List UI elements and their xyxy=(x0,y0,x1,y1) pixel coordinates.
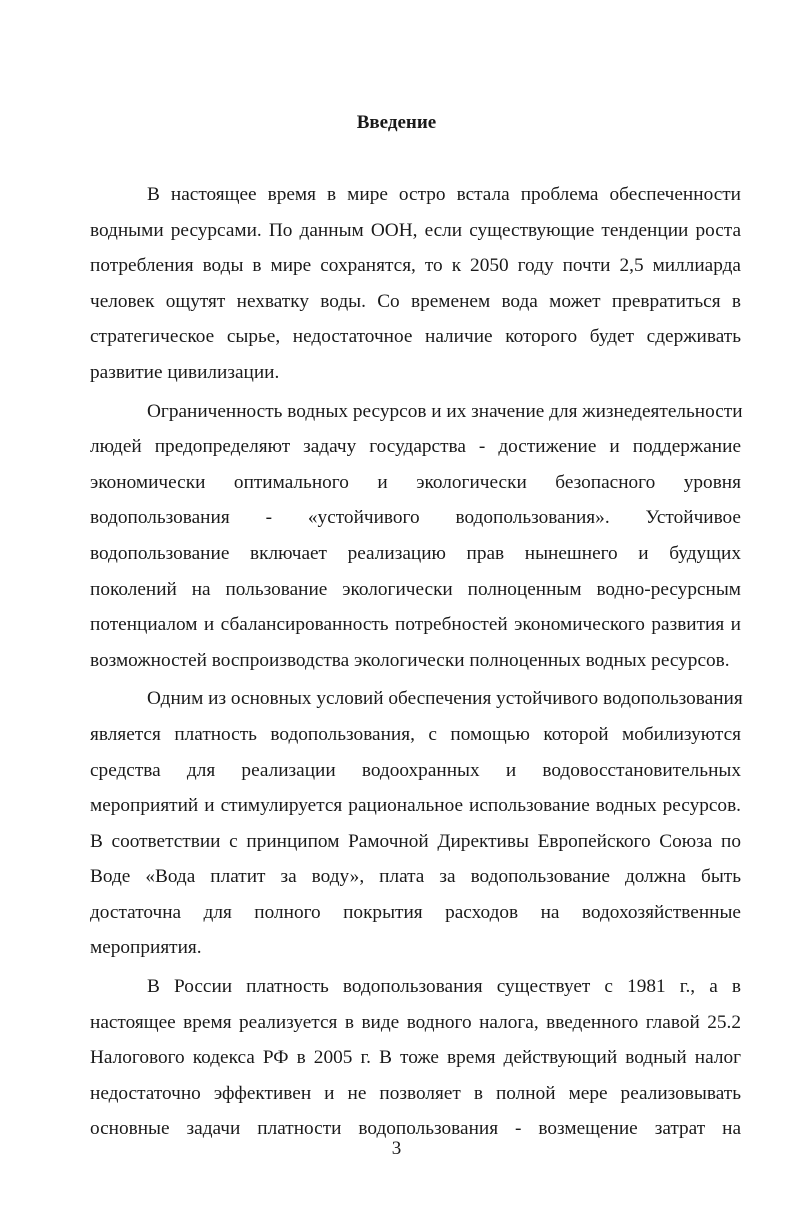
paragraph-1 xyxy=(90,177,741,391)
text-line: основные задачи платности водопользования - возмещение затрат на xyxy=(90,1118,741,1140)
text-line: мероприятий и стимулируется рациональное использование водных ресурсов. xyxy=(90,795,741,817)
text-line: водопользование включает реализацию прав нынешнего и будущих xyxy=(90,542,741,564)
text-line: потребления воды в мире сохранятся, то к 2050 году почти 2,5 миллиарда xyxy=(90,255,741,277)
text-line: В настоящее время в мире остро встала проблема обеспеченности xyxy=(147,184,741,205)
text-line: мероприятия. xyxy=(90,937,202,959)
text-line: В соответствии с принципом Рамочной Директивы Европейского Союза по xyxy=(90,830,741,852)
text-line: средства для реализации водоохранных и водовосстановительных xyxy=(90,759,741,781)
text-line: развитие цивилизации. xyxy=(90,361,280,383)
text-line: водными ресурсами. По данным ООН, если существующие тенденции роста xyxy=(90,219,741,241)
text-line: потенциалом и сбалансированность потребностей экономического развития и xyxy=(90,614,741,636)
paragraph-4 xyxy=(90,969,741,1147)
text-line: человек ощутят нехватку воды. Со временем вода может превратиться в xyxy=(90,290,741,312)
paragraph-2 xyxy=(90,394,741,679)
text-line: Одним из основных условий обеспечения устойчивого водопользования xyxy=(147,688,743,710)
text-line: является платность водопользования, с помощью которой мобилизуются xyxy=(90,723,741,745)
text-line: Налогового кодекса РФ в 2005 г. В тоже время действующий водный налог xyxy=(90,1047,741,1069)
text-line: экономически оптимального и экологически безопасного уровня xyxy=(90,471,741,493)
text-line: людей предопределяют задачу государства - достижение и поддержание xyxy=(90,436,741,458)
text-line: водопользования - «устойчивого водопользования». Устойчивое xyxy=(90,507,741,529)
text-line: недостаточно эффективен и не позволяет в полной мере реализовывать xyxy=(90,1082,741,1104)
paragraph-3 xyxy=(90,681,741,966)
text-line: достаточна для полного покрытия расходов на водохозяйственные xyxy=(90,901,741,923)
text-line: поколений на пользование экологически полноценным водно-ресурсным xyxy=(90,578,741,600)
page-number: 3 xyxy=(391,1138,402,1159)
text-line: настоящее время реализуется в виде водного налога, введенного главой 25.2 xyxy=(90,1011,741,1033)
page-title: Введение xyxy=(356,112,437,133)
text-line: Ограниченность водных ресурсов и их значение для жизнедеятельности xyxy=(147,400,743,422)
text-line: стратегическое сырье, недостаточное наличие которого будет сдерживать xyxy=(90,326,741,348)
body-text xyxy=(90,177,741,1147)
text-line: В России платность водопользования существует с 1981 г., а в xyxy=(147,976,741,998)
text-line: возможностей воспроизводства экологически полноценных водных ресурсов. xyxy=(90,649,730,671)
text-line: Воде «Вода платит за воду», плата за водопользование должна быть xyxy=(90,866,741,888)
